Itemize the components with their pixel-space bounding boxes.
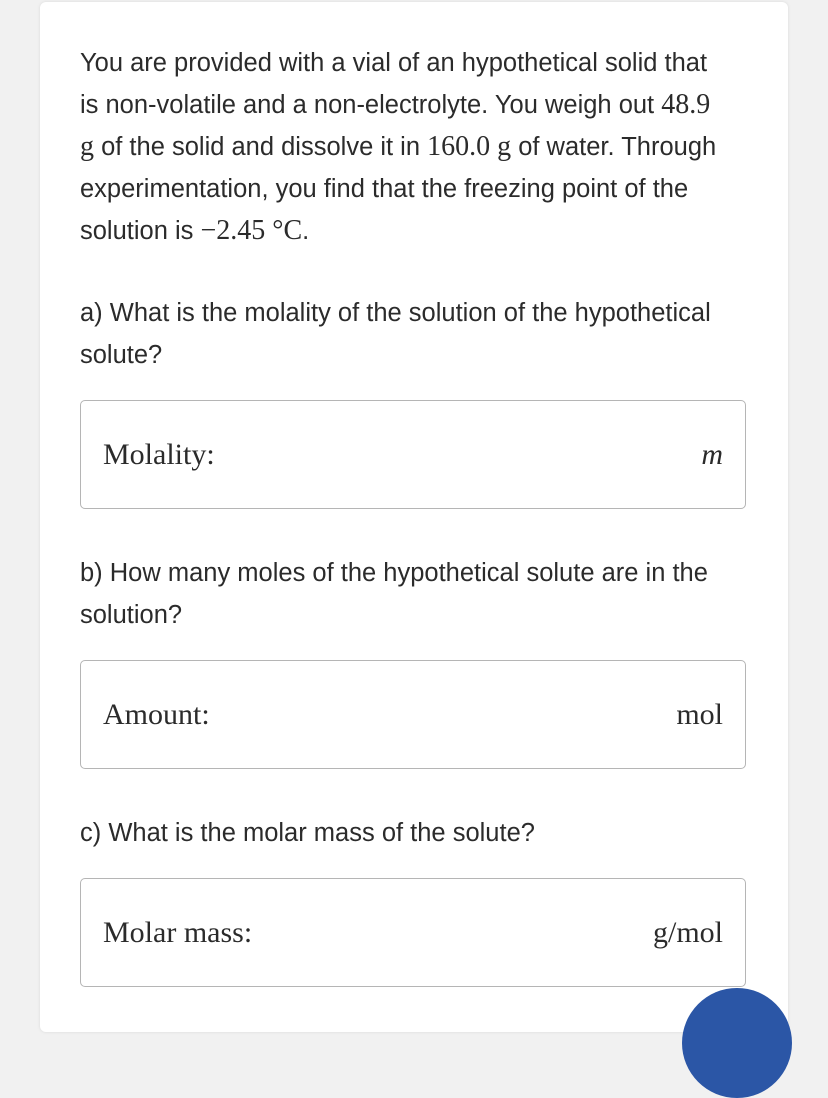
floating-action-button[interactable] — [682, 988, 792, 1098]
intro-text-4: . — [302, 217, 310, 245]
freezing-point-value: −2.45 °C — [200, 215, 303, 246]
problem-statement — [80, 42, 730, 252]
question-a: a) What is the molality of the solution of the hypothetical solute? — [80, 299, 711, 369]
molar-mass-unit: g/mol — [652, 915, 723, 949]
solid-mass-value: 48.9 g — [80, 89, 711, 162]
question-card — [40, 2, 788, 1032]
amount-unit: mol — [676, 697, 723, 731]
molar-mass-answer-field[interactable] — [80, 878, 746, 987]
molality-label: Molality: — [103, 437, 215, 471]
molality-answer-field[interactable] — [80, 400, 746, 509]
water-mass-value: 160.0 g — [427, 131, 512, 162]
question-c: c) What is the molar mass of the solute? — [80, 819, 535, 847]
intro-text-3: of water. Through experimentation, you find that the freezing point of the solution is — [80, 133, 717, 245]
amount-label: Amount: — [103, 697, 210, 731]
molality-unit: m — [701, 437, 723, 471]
intro-text-1: You are provided with a vial of an hypothetical solid that is non-volatile and a non-electrolyte. You weigh out — [80, 49, 708, 119]
question-b: b) How many moles of the hypothetical solute are in the solution? — [80, 559, 708, 629]
molar-mass-label: Molar mass: — [103, 915, 253, 949]
amount-answer-field[interactable] — [80, 660, 746, 769]
intro-text-2: of the solid and dissolve it in — [94, 133, 428, 161]
